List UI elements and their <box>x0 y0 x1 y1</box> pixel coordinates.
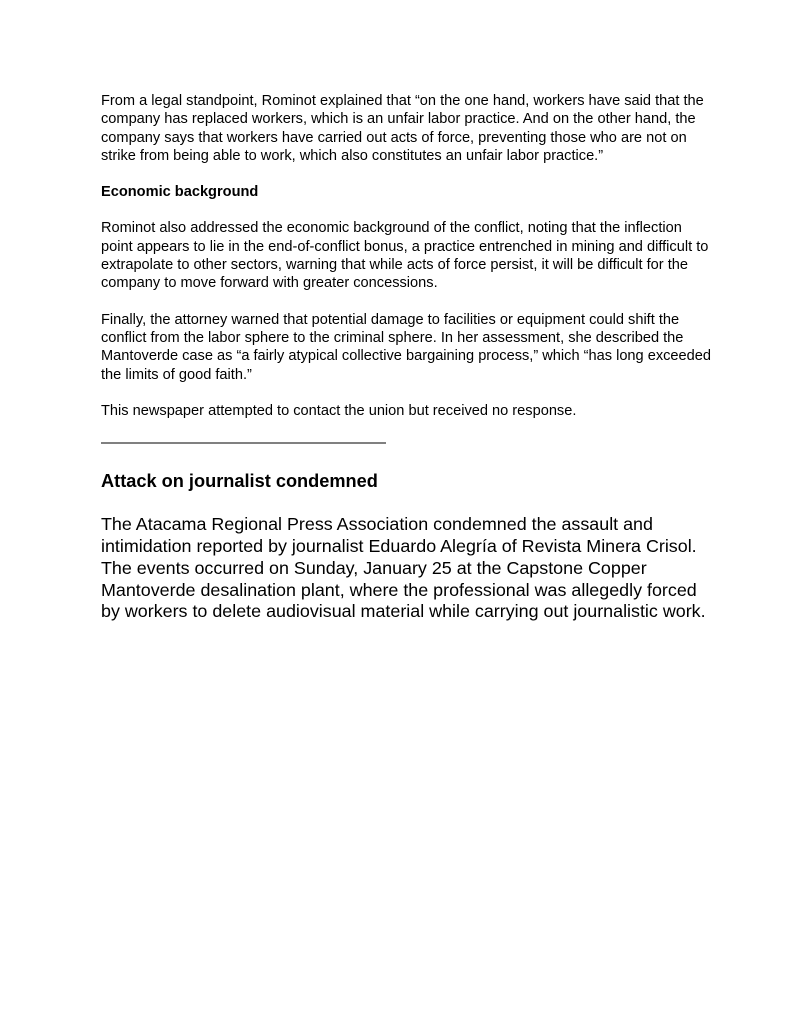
economic-background-subheading: Economic background <box>101 184 259 201</box>
journalist-attack-paragraph: The Atacama Regional Press Association condemned the assault and intimidation reported by journalist Eduardo Alegría of Revista Minera Crisol. The events occurred on Sunday, January 25 at the Capstone Copper Mantoverde desalination plant, where the professional was allegedly forced by workers to delete audiovisual material while carrying out journalistic work. <box>101 514 706 622</box>
criminal-sphere-paragraph: Finally, the attorney warned that potential damage to facilities or equipment could shift the conflict from the labor sphere to the criminal sphere. In her assessment, she described the Mantoverde case as “a fairly atypical collective bargaining process,” which “has long exceeded the limits of good faith.” <box>101 311 712 383</box>
union-contact-paragraph: This newspaper attempted to contact the union but received no response. <box>101 402 577 419</box>
section-heading: Attack on journalist condemned <box>101 471 378 492</box>
legal-standpoint-paragraph: From a legal standpoint, Rominot explained that “on the one hand, workers have said that the company has replaced workers, which is an unfair labor practice. And on the other hand, the company says that workers have carried out acts of force, preventing those who are not on strike from being able to work, which also constitutes an unfair labor practice.” <box>101 93 704 164</box>
section-divider: ——————————————————— <box>101 434 386 452</box>
economic-background-paragraph: Rominot also addressed the economic background of the conflict, noting that the inflection point appears to lie in the end-of-conflict bonus, a practice entrenched in mining and difficult to extrapolate to other sectors, warning that while acts of force persist, it will be difficult for the company to move forward with greater concessions. <box>101 220 709 292</box>
document-page <box>101 92 711 623</box>
